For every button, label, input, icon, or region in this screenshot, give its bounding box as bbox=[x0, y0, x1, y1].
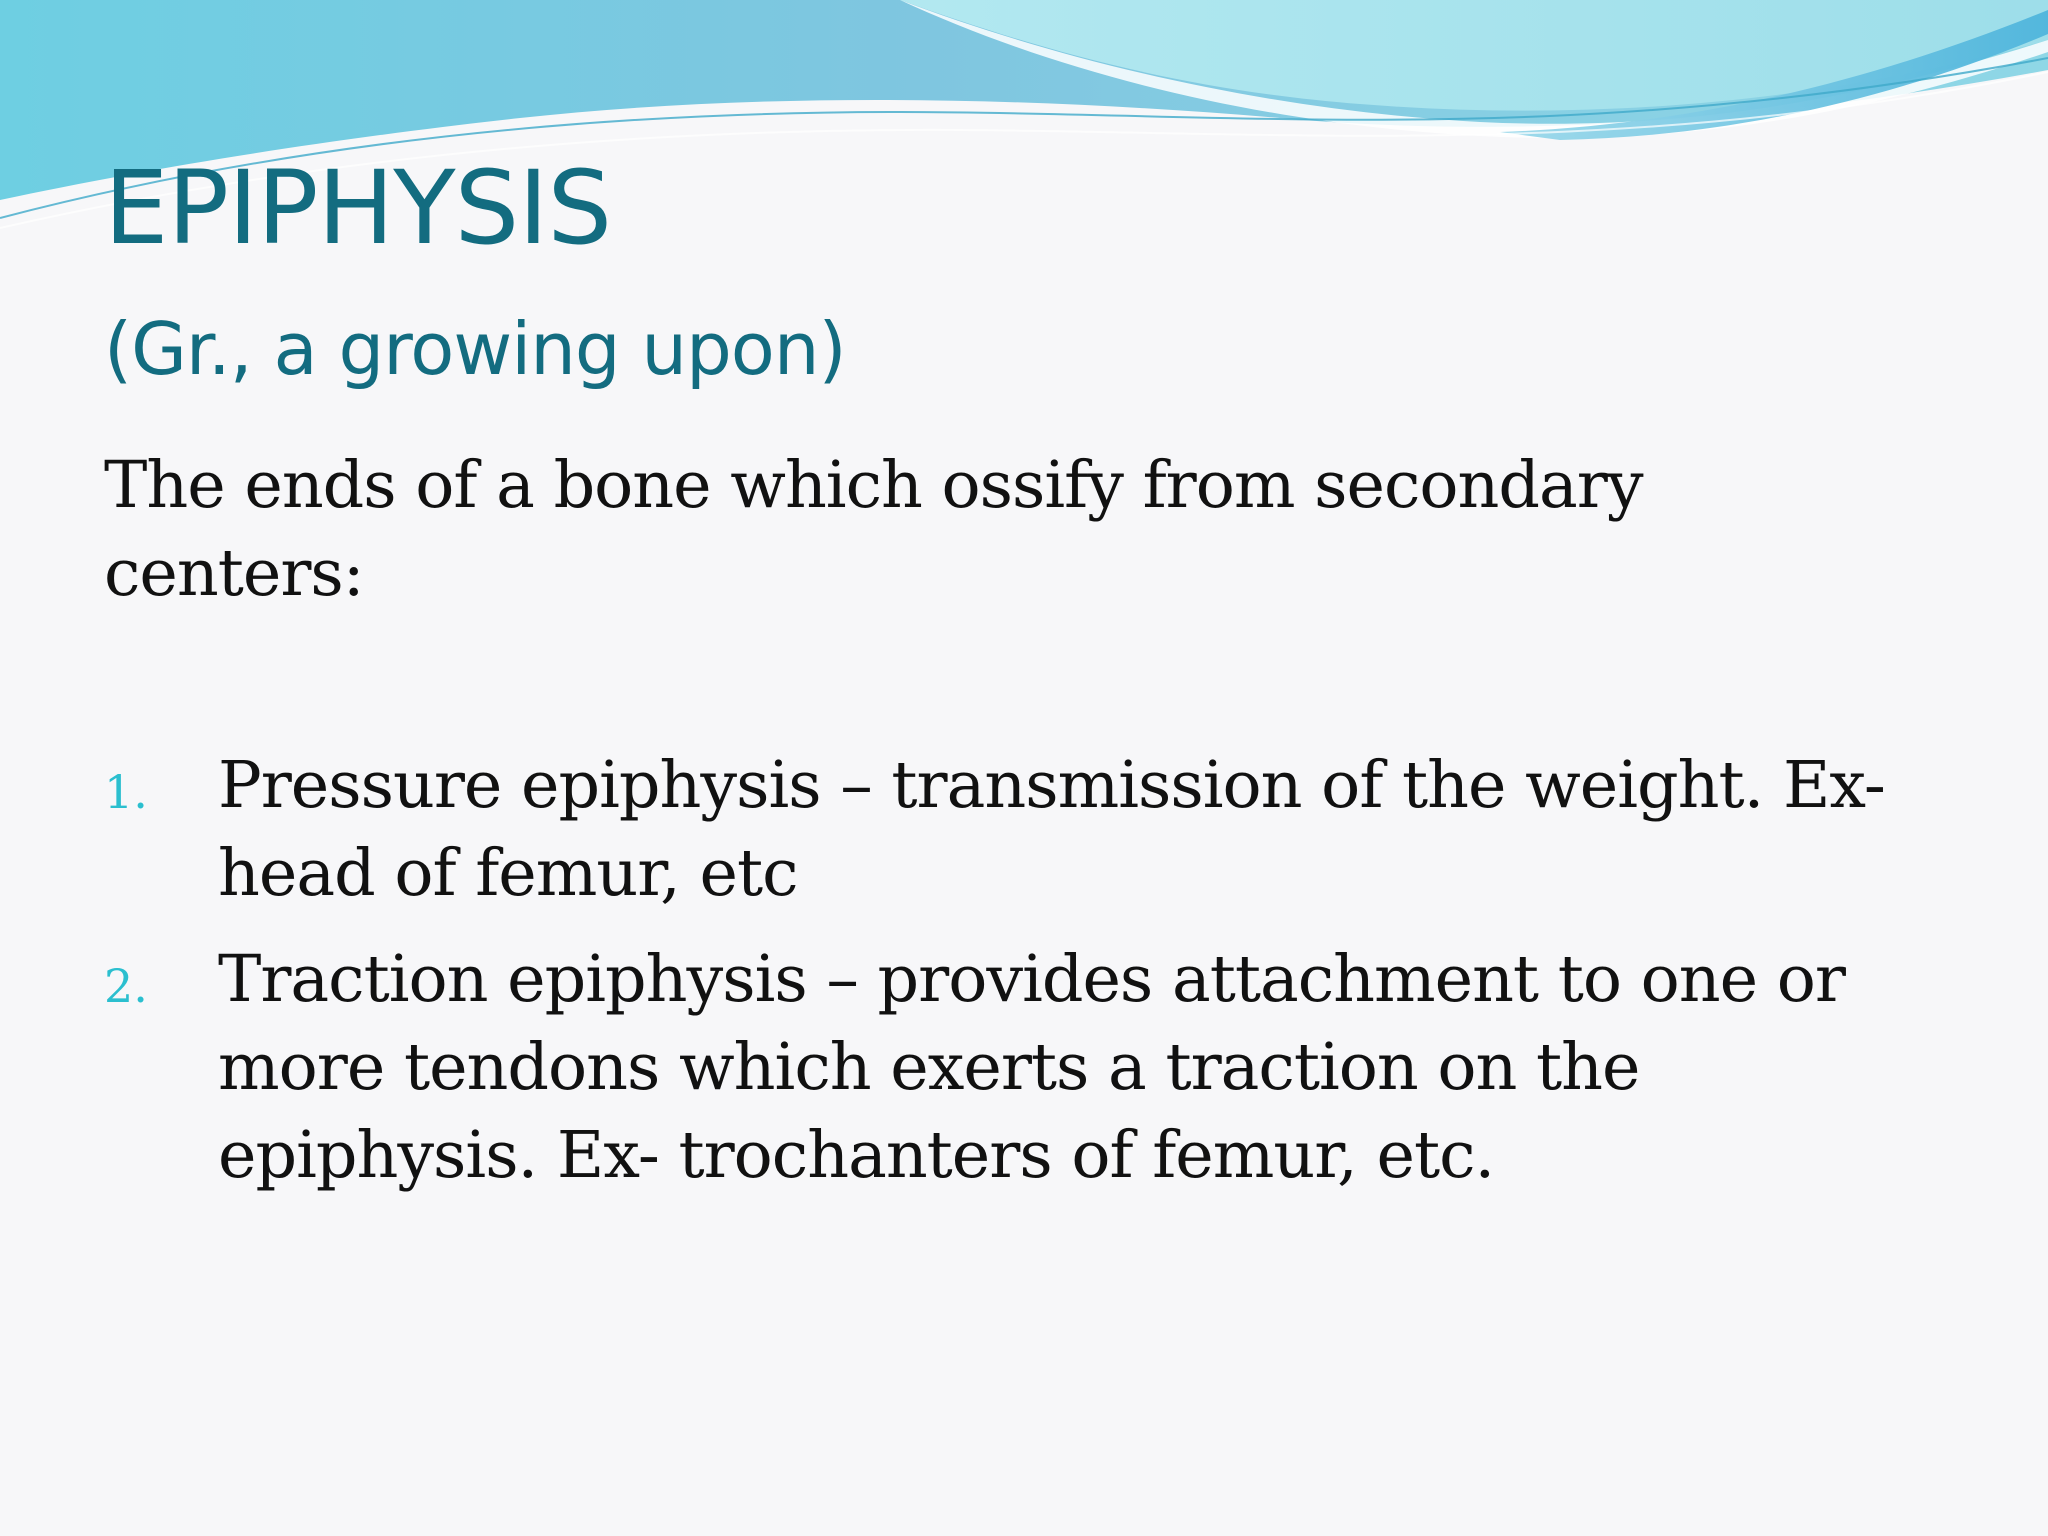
slide-subtitle: (Gr., a growing upon) bbox=[104, 307, 846, 391]
intro-text: The ends of a bone which ossify from secondary centers: bbox=[104, 448, 1643, 611]
list-number: 2. bbox=[104, 959, 148, 1013]
slide-title: EPIPHYSIS bbox=[104, 149, 612, 268]
list-item-pressure-epiphysis bbox=[104, 742, 1904, 918]
list-item-traction-epiphysis bbox=[104, 936, 1904, 1200]
list-item-text: Traction epiphysis – provides attachment to one or more tendons which exerts a traction on the epiphysis. Ex- trochanters of femur, etc. bbox=[218, 942, 1845, 1193]
list-item-text: Pressure epiphysis – transmission of the weight. Ex- head of femur, etc bbox=[218, 748, 1885, 911]
list-number: 1. bbox=[104, 765, 148, 819]
epiphysis-types-list bbox=[104, 742, 1904, 1218]
